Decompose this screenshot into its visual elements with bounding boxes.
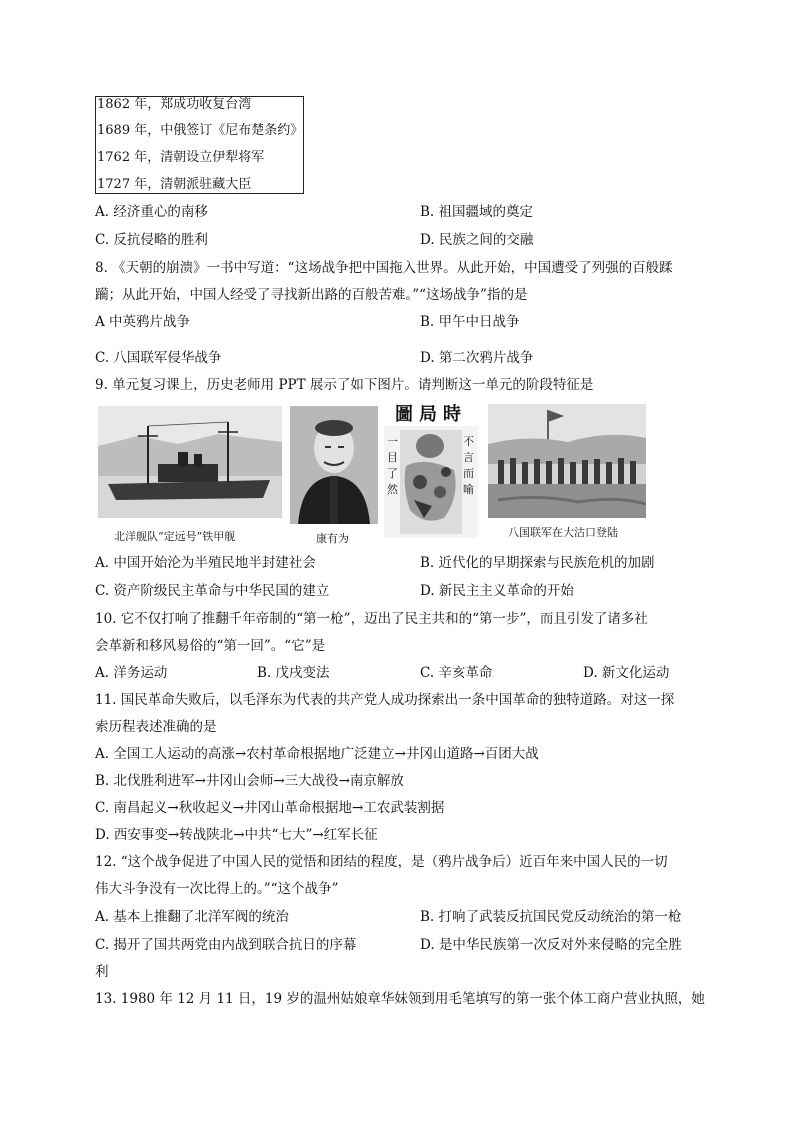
option-c[interactable]: C. 资产阶级民主革命与中华民国的建立 xyxy=(95,583,330,599)
option-d[interactable]: D. 新文化运动 xyxy=(583,665,670,681)
option-d[interactable]: D. 新民主主义革命的开始 xyxy=(420,583,574,599)
option-d[interactable]: D. 第二次鸦片战争 xyxy=(420,350,534,366)
caption-portrait: 康有为 xyxy=(316,532,349,545)
option-c[interactable]: C. 反抗侵略的胜利 xyxy=(95,232,208,248)
cartoon-title: 圖局時 xyxy=(384,404,478,426)
option-b[interactable]: B. 戊戌变法 xyxy=(257,665,330,681)
q13-stem: 13. 1980 年 12 月 11 日，19 岁的温州姑娘章华妹领到用毛笔填写的第一张个体工商户营业执照，她 xyxy=(95,991,705,1007)
portrait-illustration xyxy=(290,406,378,524)
option-b[interactable]: B. 近代化的早期探索与民族危机的加剧 xyxy=(420,555,655,571)
battleship-photo xyxy=(98,406,282,518)
option-c[interactable]: C. 辛亥革命 xyxy=(420,665,493,681)
battleship-illustration xyxy=(98,406,282,518)
q12-stem: 12. “这个战争促进了中国人民的觉悟和团结的程度，是（鸦片战争后）近百年来中国人民的一切 xyxy=(95,854,668,870)
timeline-item: 1762 年，清朝设立伊犁将军 xyxy=(97,150,265,165)
caption-landing: 八国联军在大沽口登陆 xyxy=(508,526,618,539)
cartoon-side-right: 不言而喻 xyxy=(463,435,474,496)
option-a[interactable]: A 中英鸦片战争 xyxy=(95,314,191,330)
timeline-item: 1689 年，中俄签订《尼布楚条约》 xyxy=(97,123,304,138)
option-b[interactable]: B. 北伐胜利进军→井冈山会师→三大战役→南京解放 xyxy=(95,773,404,789)
q12-option-d-wrap: 利 xyxy=(95,964,109,980)
option-a[interactable]: A. 中国开始沦为半殖民地半封建社会 xyxy=(95,555,316,571)
option-c[interactable]: C. 南昌起义→秋收起义→井冈山革命根据地→工农武装割据 xyxy=(95,800,445,816)
option-b[interactable]: B. 打响了武装反抗国民党反动统治的第一枪 xyxy=(420,909,682,925)
q8-stem: 8. 《天朝的崩溃》一书中写道：“这场战争把中国拖入世界。从此开始，中国遭受了列强的百般蹂 xyxy=(95,260,673,276)
q10-stem-cont: 会革新和移风易俗的“第一回”。“它”是 xyxy=(95,638,326,654)
option-a[interactable]: A. 全国工人运动的高涨→农村革命根据地广泛建立→井冈山道路→百团大战 xyxy=(95,746,539,762)
option-b[interactable]: B. 祖国疆域的奠定 xyxy=(420,204,534,220)
option-a[interactable]: A. 经济重心的南移 xyxy=(95,204,208,220)
q12-stem-cont: 伟大斗争没有一次比得上的。”“这个战争” xyxy=(95,881,339,897)
q9-stem: 9. 单元复习课上，历史老师用 PPT 展示了如下图片。请判断这一单元的阶段特征是 xyxy=(95,377,594,393)
option-b[interactable]: B. 甲午中日战争 xyxy=(420,314,520,330)
option-d[interactable]: D. 西安事变→转战陕北→中共“七大”→红军长征 xyxy=(95,827,378,843)
kang-youwei-portrait xyxy=(290,406,378,524)
cartoon-side-left: 一目了然 xyxy=(387,435,398,496)
timeline-item: 1727 年，清朝派驻藏大臣 xyxy=(97,177,252,192)
option-d[interactable]: D. 是中华民族第一次反对外来侵略的完全胜 xyxy=(420,937,682,953)
shiju-tu-cartoon xyxy=(384,404,478,538)
option-a[interactable]: A. 基本上推翻了北洋军阀的统治 xyxy=(95,909,289,925)
q11-stem-cont: 索历程表述准确的是 xyxy=(95,719,217,735)
option-d[interactable]: D. 民族之间的交融 xyxy=(420,232,534,248)
q10-stem: 10. 它不仅打响了推翻千年帝制的“第一枪”，迈出了民主共和的“第一步”，而且引发了诸多社 xyxy=(95,611,648,627)
timeline-item: 1862 年，郑成功收复台湾 xyxy=(97,97,252,112)
landing-illustration xyxy=(488,404,646,518)
option-a[interactable]: A. 洋务运动 xyxy=(95,665,168,681)
caption-battleship: 北洋舰队“定远号”铁甲舰 xyxy=(114,530,236,543)
option-c[interactable]: C. 揭开了国共两党由内战到联合抗日的序幕 xyxy=(95,937,357,953)
q8-stem-cont: 躏；从此开始，中国人经受了寻找新出路的百般苦难。”“这场战争”指的是 xyxy=(95,287,528,303)
eight-nation-landing-photo xyxy=(488,404,646,518)
timeline-box xyxy=(95,96,304,194)
option-c[interactable]: C. 八国联军侵华战争 xyxy=(95,350,222,366)
q11-stem: 11. 国民革命失败后，以毛泽东为代表的共产党人成功探索出一条中国革命的独特道路。对这一探 xyxy=(95,692,675,708)
